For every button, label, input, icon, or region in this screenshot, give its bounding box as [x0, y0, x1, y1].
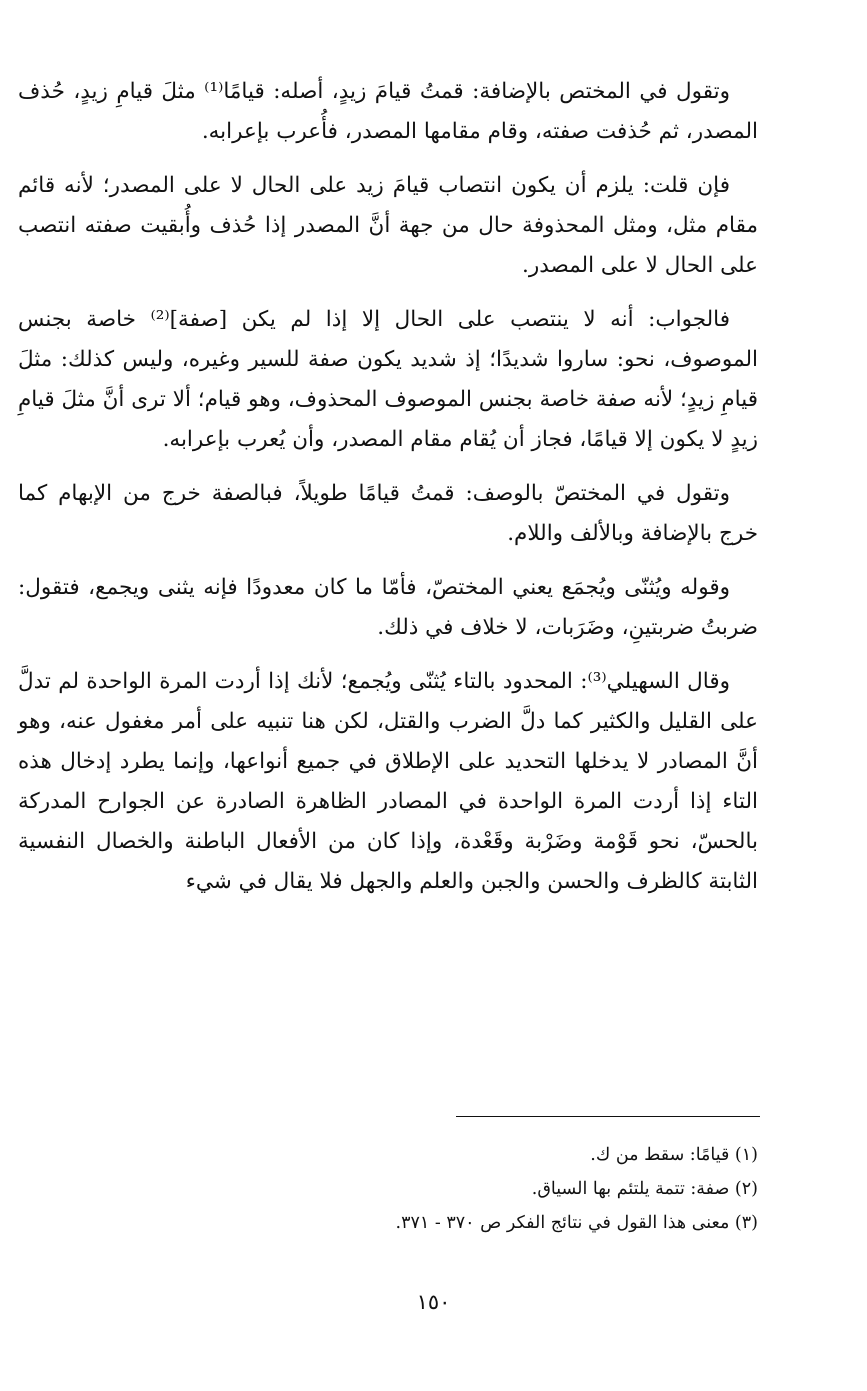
- paragraph-5: وقوله ويُثنّى ويُجمَع يعني المختصّ، فأمّا ما كان معدودًا فإنه يثنى ويجمع، فتقول: ضربتُ ضربتينِ، وضَرَبات، لا خلاف في ذلك.: [18, 575, 758, 640]
- footnotes: [18, 1138, 758, 1240]
- paragraph-6: وقال السهيلي⁽³⁾: المحدود بالتاء يُثنّى ويُجمع؛ لأنك إذا أردت المرة الواحدة لم تدلَّ على القليل والكثير كما دلَّ الضرب والقتل، لكن هنا تنبيه على أمر مغفول عنه، وهو أنَّ المصادر لا يدخلها التحديد على الإطلاق في جميع أنواعها، وإنما يطرد إدخال هذه التاء إذا أردت المرة الواحدة في المصادر الظاهرة الصادرة عن الجوارح المدركة بالحسّ، نحو قَوْمة وضَرْبة وقَعْدة، وإذا كان من الأفعال الباطنة والخصال النفسية الثابتة كالظرف والحسن والجبن والعلم والجهل فلا يقال في شيء: [18, 669, 758, 894]
- footnote-1: (١) قيامًا: سقط من ك.: [590, 1145, 758, 1165]
- footnote-3: (٣) معنى هذا القول في نتائج الفكر ص ٣٧٠ - ٣٧١.: [395, 1213, 758, 1233]
- page-number: ١٥٠: [416, 1290, 451, 1314]
- paragraph-3: فالجواب: أنه لا ينتصب على الحال إلا إذا لم يكن [صفة]⁽²⁾ خاصة بجنس الموصوف، نحو: ساروا شديدًا؛ إذ شديد يكون صفة للسير وغيره، وليس كذلك: مثلَ قيامِ زيدٍ؛ لأنه صفة خاصة بجنس الموصوف المحذوف، وهو قيام؛ ألا ترى أنَّ مثلَ قيامِ زيدٍ لا يكون إلا قيامًا، فجاز أن يُقام مقام المصدر، وأن يُعرب بإعرابه.: [18, 307, 758, 452]
- paragraph-4: وتقول في المختصّ بالوصف: قمتُ قيامًا طويلاً، فبالصفة خرج من الإبهام كما خرج بالإضافة وبالألف واللام.: [18, 481, 758, 546]
- main-text: [18, 72, 758, 916]
- footnote-2: (٢) صفة: تتمة يلتئم بها السياق.: [531, 1179, 758, 1199]
- paragraph-2: فإن قلت: يلزم أن يكون انتصاب قيامَ زيد على الحال لا على المصدر؛ لأنه قائم مقام مثل، ومثل المحذوفة حال من جهة أنَّ المصدر إذا حُذف وأُبقيت صفته انتصب على الحال لا على المصدر.: [18, 173, 758, 278]
- paragraph-1: وتقول في المختص بالإضافة: قمتُ قيامَ زيدٍ، أصله: قيامًا⁽¹⁾ مثلَ قيامِ زيدٍ، حُذف المصدر، ثم حُذفت صفته، وقام مقامها المصدر، فأُعرب بإعرابه.: [18, 79, 758, 144]
- footnote-divider: [456, 1116, 760, 1117]
